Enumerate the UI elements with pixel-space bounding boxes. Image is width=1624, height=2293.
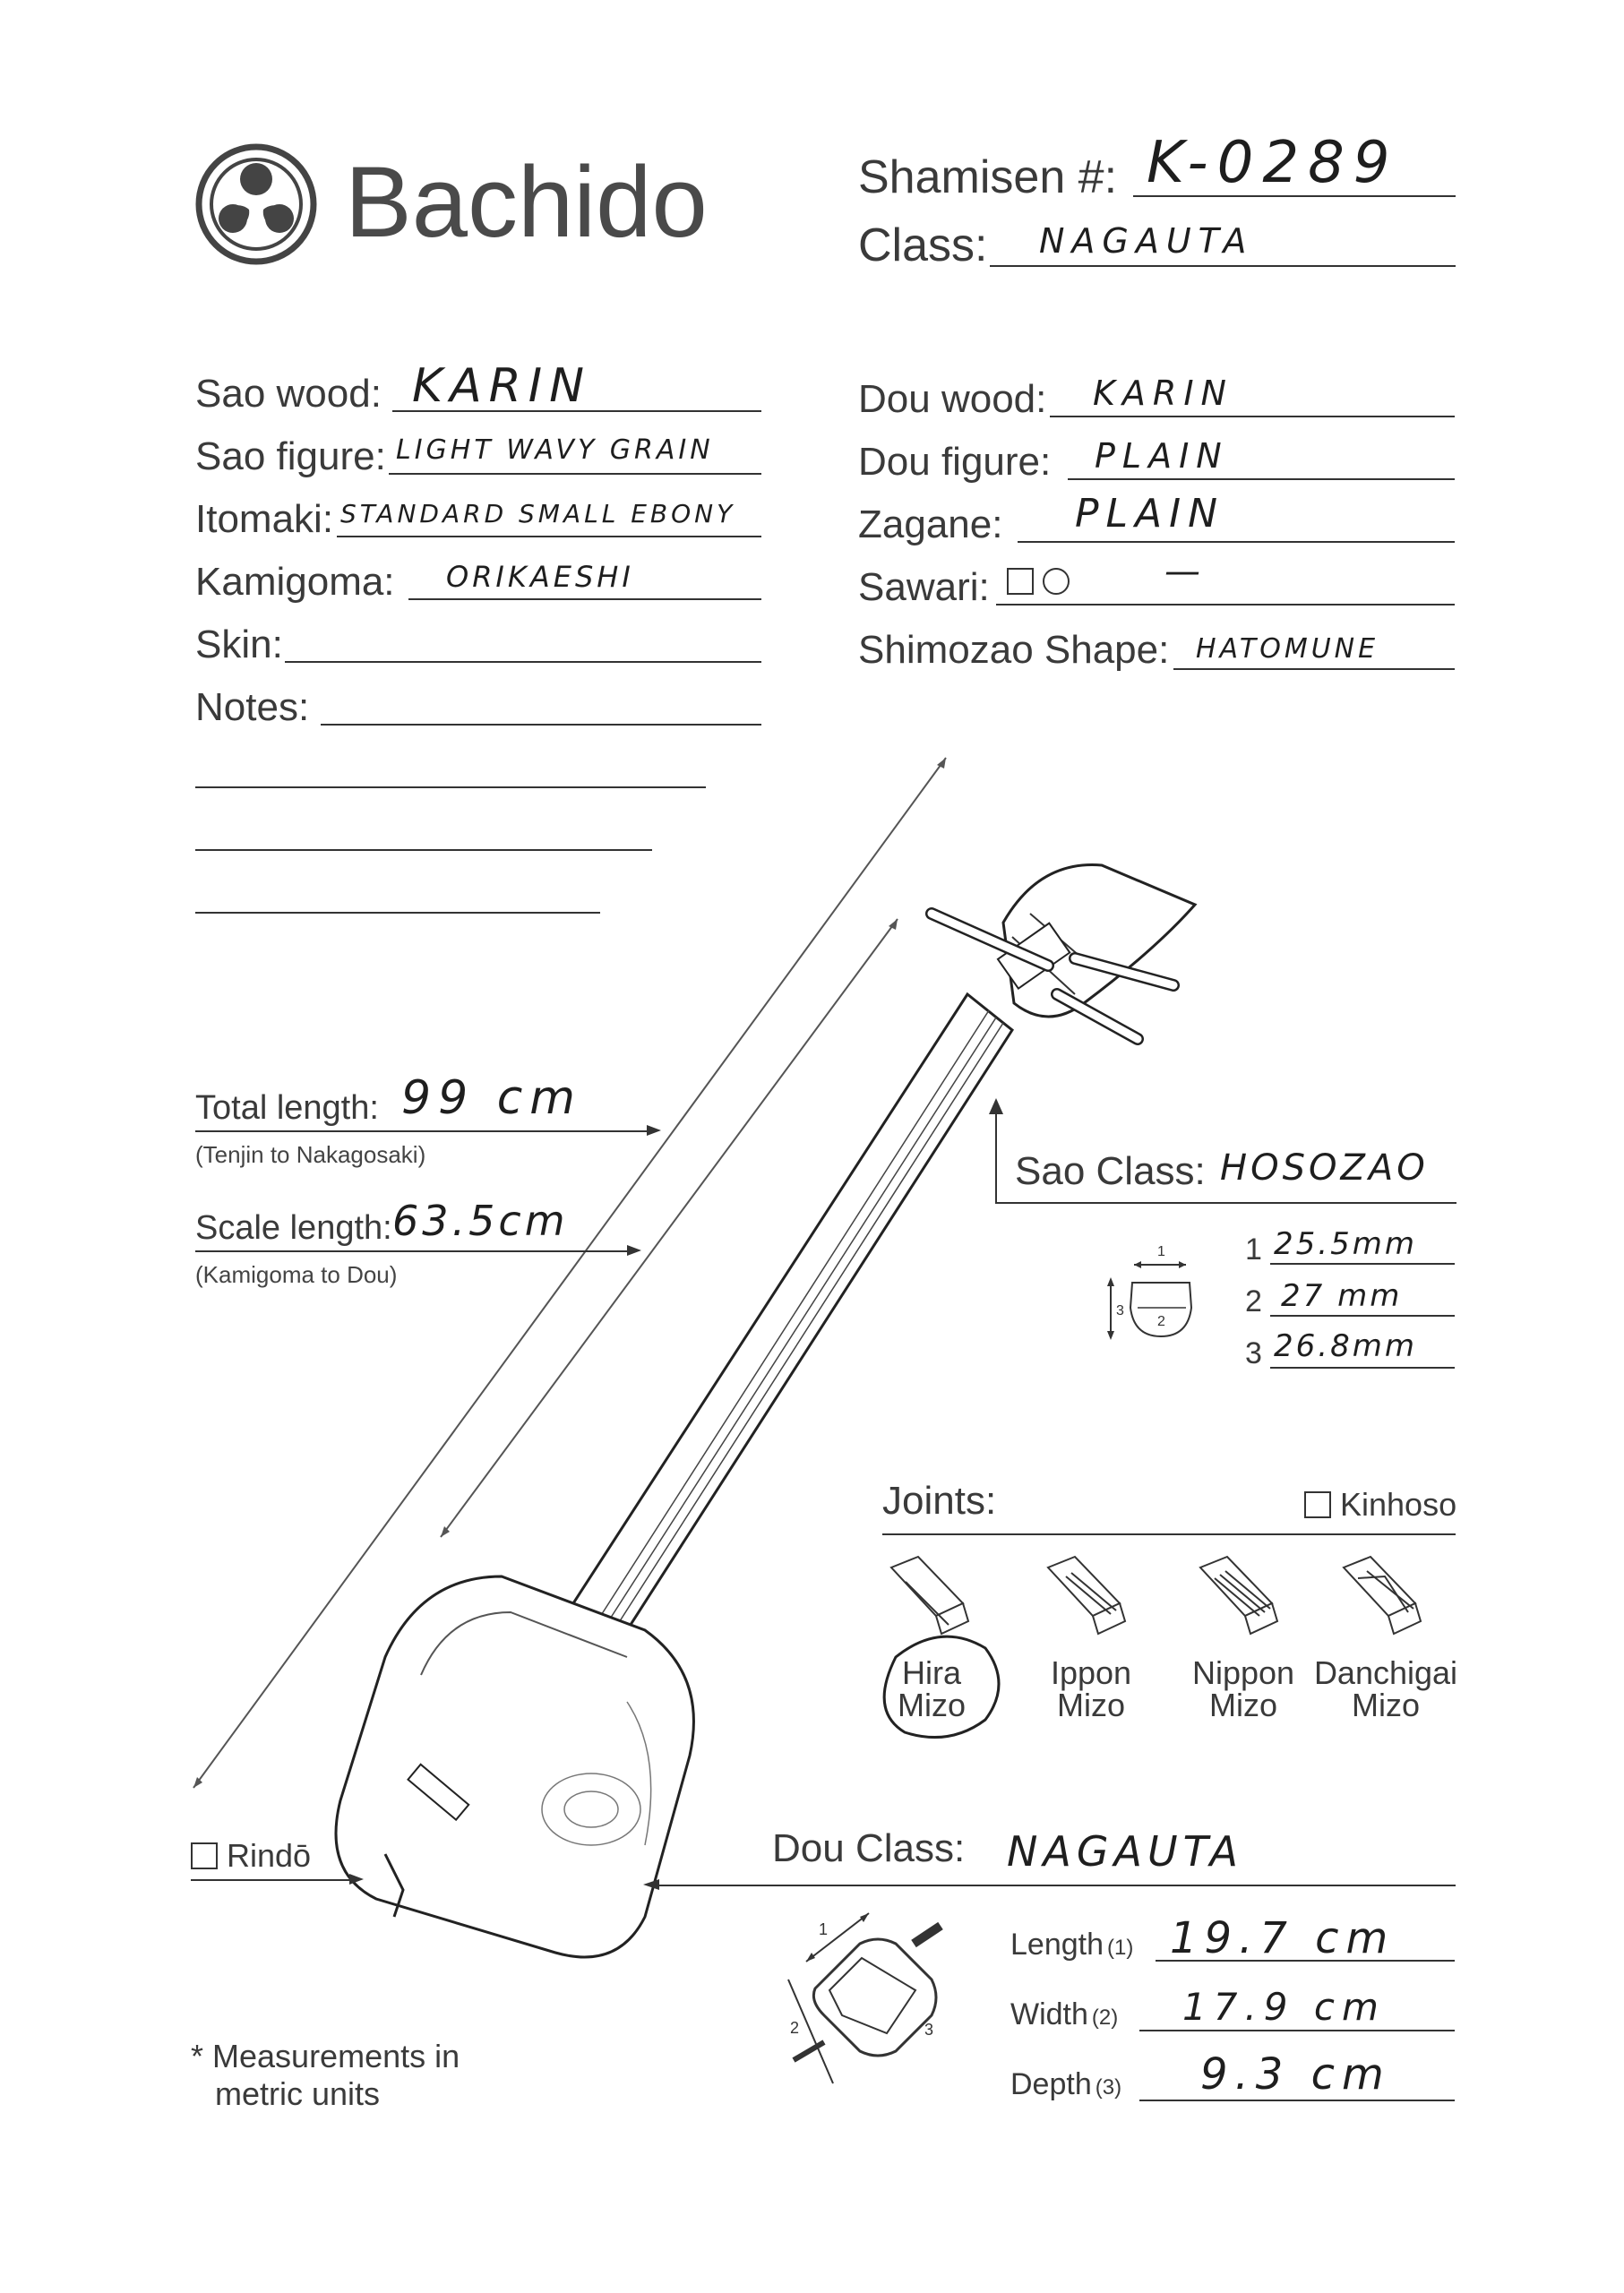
- dou-length-text: Length: [1010, 1928, 1104, 1962]
- dou-width-text: Width: [1010, 1997, 1088, 2031]
- skin-label: Skin:: [195, 623, 283, 666]
- kamigoma-label: Kamigoma:: [195, 560, 395, 604]
- dou-class-label: Dou Class:: [772, 1826, 966, 1870]
- nippon-mizo-joint-icon: [1191, 1550, 1290, 1648]
- sao-cross-section-diagram: [1098, 1236, 1206, 1344]
- shimozao-label: Shimozao Shape:: [858, 628, 1170, 672]
- dou-depth-value: 9.3 cm: [1200, 2049, 1391, 2100]
- joint-hira-line1: Hira: [901, 1654, 961, 1691]
- dou-class-line: [654, 1885, 1456, 1886]
- joint-nippon-line1: Nippon: [1191, 1654, 1295, 1691]
- sao-class-value: HOSOZAO: [1220, 1147, 1429, 1189]
- footnote-line2: metric units: [215, 2075, 381, 2112]
- shamisen-number-value: K-0289: [1147, 130, 1399, 196]
- dou-diagram-label-2: 2: [790, 2019, 800, 2037]
- joints-label: Joints:: [882, 1479, 997, 1523]
- joint-danchigai-line1: Danchigai: [1313, 1654, 1458, 1691]
- shamisen-number-label: Shamisen #:: [858, 151, 1118, 203]
- total-length-value: 99 cm: [401, 1071, 582, 1125]
- brand-name: Bachido: [345, 146, 708, 258]
- sao-measure-1-line: [1270, 1263, 1455, 1265]
- joint-nippon-mizo[interactable]: [1181, 1654, 1306, 1723]
- dou-class-value: NAGAUTA: [1007, 1827, 1244, 1876]
- total-length-note: (Tenjin to Nakagosaki): [195, 1141, 426, 1168]
- sao-measure-1-value: 25.5mm: [1274, 1226, 1417, 1262]
- total-length-arrow-icon: [647, 1123, 665, 1141]
- rindo-label: Rindō: [227, 1837, 312, 1874]
- scale-length-value: 63.5cm: [392, 1197, 569, 1245]
- dou-depth-line: [1139, 2100, 1455, 2101]
- dou-diagram: [779, 1908, 958, 2087]
- dou-class-arrow-icon: [643, 1877, 665, 1895]
- shimozao-value: HATOMUNE: [1196, 633, 1379, 665]
- footnote-line1: * Measurements in: [191, 2038, 460, 2074]
- total-length-label: Total length:: [195, 1089, 379, 1127]
- rindo-option[interactable]: [191, 1837, 312, 1874]
- sao-diagram-label-2: 2: [1157, 1314, 1165, 1329]
- joint-nippon-line2: Mizo: [1208, 1687, 1277, 1723]
- dou-length-value: 19.7 cm: [1170, 1913, 1396, 1963]
- dou-width-value: 17.9 cm: [1182, 1985, 1386, 2029]
- sao-class-line: [996, 1202, 1456, 1204]
- dou-diagram-label-3: 3: [924, 2021, 934, 2039]
- sao-measure-3-line: [1270, 1367, 1455, 1369]
- sawari-label: Sawari:: [858, 565, 990, 609]
- sao-measure-2-line: [1270, 1315, 1455, 1317]
- sao-class-label: Sao Class:: [1015, 1149, 1206, 1193]
- scale-length-line: [195, 1250, 631, 1252]
- zagane-label: Zagane:: [858, 502, 1003, 546]
- rindo-arrow-icon: [349, 1872, 367, 1890]
- sao-class-arrow-icon: [985, 1098, 1012, 1206]
- danchigai-mizo-joint-icon: [1335, 1550, 1433, 1648]
- dou-figure-value: PLAIN: [1095, 436, 1229, 476]
- joint-hira-mizo[interactable]: [882, 1654, 981, 1723]
- dou-width-label: [1010, 1999, 1118, 2030]
- dou-length-label: [1010, 1929, 1133, 1960]
- sao-measure-2-num: 2: [1245, 1284, 1262, 1318]
- kinhoso-label: Kinhoso: [1340, 1486, 1457, 1523]
- kinhoso-checkbox[interactable]: [1304, 1491, 1331, 1518]
- sao-diagram-label-1: 1: [1157, 1244, 1165, 1259]
- joint-ippon-line1: Ippon: [1050, 1654, 1132, 1691]
- dou-depth-text: Depth: [1010, 2067, 1092, 2101]
- dou-diagram-label-1: 1: [819, 1920, 829, 1938]
- sao-wood-value: KARIN: [412, 359, 592, 413]
- scale-length-arrow-icon: [627, 1243, 645, 1261]
- scale-length-label: Scale length:: [195, 1209, 392, 1247]
- sawari-value: —: [1164, 551, 1207, 592]
- itomaki-value: STANDARD SMALL EBONY: [340, 499, 736, 528]
- class-value: NAGAUTA: [1039, 221, 1254, 261]
- dou-wood-value: KARIN: [1093, 374, 1233, 413]
- itomaki-label: Itomaki:: [195, 497, 334, 541]
- dou-figure-label: Dou figure:: [858, 440, 1052, 484]
- rindo-line: [191, 1879, 352, 1881]
- kamigoma-value: ORIKAESHI: [446, 560, 634, 594]
- joint-danchigai-line2: Mizo: [1351, 1687, 1420, 1723]
- dou-length-num: (1): [1107, 1936, 1134, 1960]
- dou-wood-label: Dou wood:: [858, 377, 1047, 421]
- joint-danchigai-mizo[interactable]: [1310, 1654, 1462, 1723]
- dou-width-num: (2): [1091, 2005, 1119, 2030]
- joint-hira-line2: Mizo: [897, 1687, 966, 1723]
- sao-figure-label: Sao figure:: [195, 434, 386, 478]
- scale-length-note: (Kamigoma to Dou): [195, 1261, 398, 1288]
- dou-depth-num: (3): [1095, 2075, 1122, 2100]
- sao-figure-value: LIGHT WAVY GRAIN: [396, 434, 714, 466]
- total-length-line: [195, 1130, 652, 1132]
- sao-measure-1-num: 1: [1245, 1232, 1262, 1267]
- ippon-mizo-joint-icon: [1039, 1550, 1138, 1648]
- sao-diagram-label-3: 3: [1116, 1303, 1124, 1318]
- dou-depth-label: [1010, 2069, 1121, 2100]
- sao-measure-2-value: 27 mm: [1281, 1278, 1403, 1314]
- joint-ippon-line2: Mizo: [1056, 1687, 1125, 1723]
- zagane-value: PLAIN: [1075, 491, 1225, 537]
- joints-line: [882, 1533, 1456, 1535]
- rindo-checkbox[interactable]: [191, 1842, 218, 1869]
- dou-width-line: [1139, 2030, 1455, 2031]
- sao-measure-3-num: 3: [1245, 1336, 1262, 1370]
- notes-label: Notes:: [195, 685, 310, 729]
- sao-wood-label: Sao wood:: [195, 372, 382, 416]
- kinhoso-option[interactable]: [1304, 1486, 1457, 1523]
- class-label: Class:: [858, 219, 988, 271]
- sao-measure-3-value: 26.8mm: [1274, 1328, 1417, 1364]
- joint-ippon-mizo[interactable]: [1037, 1654, 1145, 1723]
